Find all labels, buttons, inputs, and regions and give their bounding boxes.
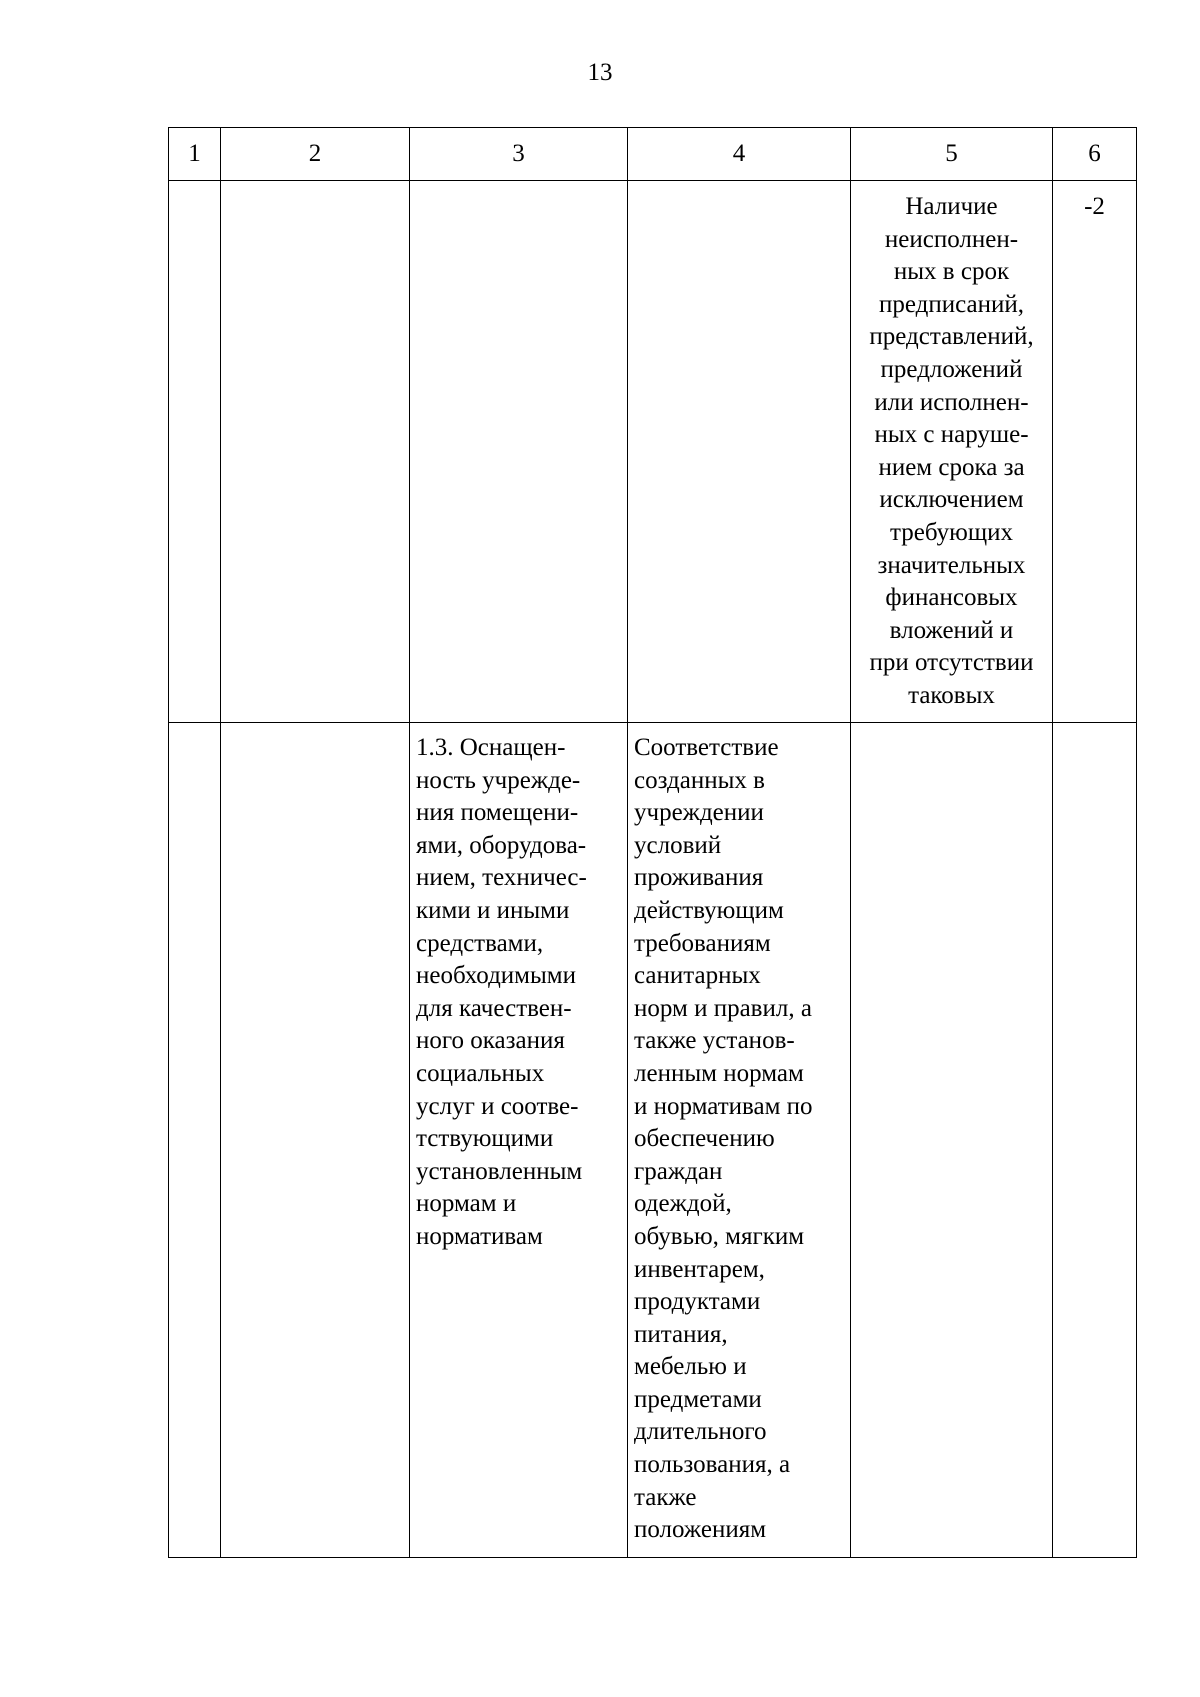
- cell-text: [628, 181, 850, 191]
- page-number: 13: [587, 59, 613, 86]
- cell-text: [169, 181, 220, 191]
- header-cell-6: 6: [1053, 128, 1137, 181]
- table-cell: [169, 723, 221, 1558]
- header-cell-2: 2: [221, 128, 410, 181]
- criterion-text: 1.3. Оснащен- ность учрежде- ния помещени- ями, оборудова- нием, техничес- кими и иными средствами, необходимыми для качествен- ного оказания социальных услуг и соотве- тствующими установленным нормам и нормативам: [416, 734, 587, 1250]
- table-cell: [1053, 181, 1137, 723]
- criteria-table: [168, 127, 1137, 1558]
- cell-text: [221, 181, 409, 191]
- table-header-row: [169, 128, 1137, 181]
- header-cell-4: 4: [628, 128, 851, 181]
- table-cell: [410, 723, 628, 1558]
- table-cell: [410, 181, 628, 723]
- table-cell: [628, 181, 851, 723]
- table-row: [169, 181, 1137, 723]
- cell-text: [169, 723, 220, 732]
- indicator-text: Наличие неисполнен- ных в срок предписаний, представлений, предложений или исполнен- ных с наруше- нием срока за исключением требующих значительных финансовых вложений и при отсутствии таковых: [869, 193, 1034, 709]
- table-row: [169, 723, 1137, 1558]
- header-cell-5: 5: [851, 128, 1053, 181]
- table-cell: [221, 181, 410, 723]
- cell-text: [1053, 723, 1136, 732]
- cell-text: [410, 181, 627, 191]
- table-cell: [169, 181, 221, 723]
- table-cell: [851, 723, 1053, 1558]
- indicator-text: Соответствие созданных в учреждении условий проживания действующим требованиям санитарных норм и правил, а также установ- ленным нормам и нормативам по обеспечению граждан одеждой, обувью, мягким инвентарем, продуктами питания, мебелью и предметами длительного пользования, а также положениям: [634, 734, 813, 1544]
- score-value: -2: [1084, 193, 1105, 220]
- table-cell: [628, 723, 851, 1558]
- table-cell: [1053, 723, 1137, 1558]
- header-cell-1: 1: [169, 128, 221, 181]
- header-cell-3: 3: [410, 128, 628, 181]
- table-cell: [851, 181, 1053, 723]
- cell-text: [851, 723, 1052, 732]
- table-cell: [221, 723, 410, 1558]
- cell-text: [221, 723, 409, 732]
